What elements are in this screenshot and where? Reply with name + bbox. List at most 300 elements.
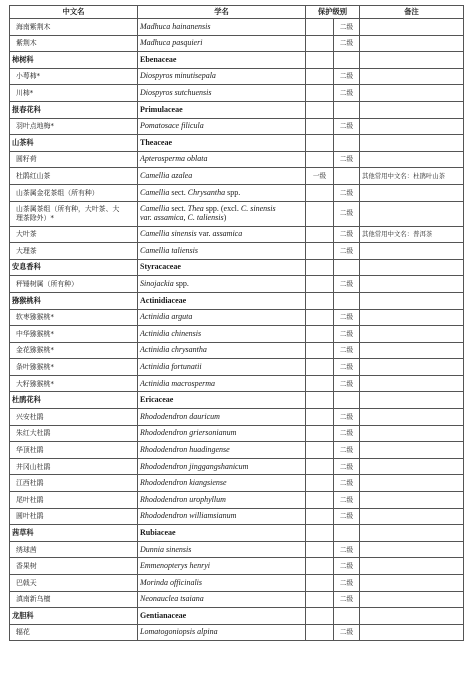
- remarks-cell: [360, 442, 464, 459]
- chinese-name: 大籽猕猴桃*: [16, 379, 54, 388]
- level-one-cell: [306, 259, 334, 276]
- species-row: [10, 226, 464, 243]
- chinese-name-cell: [10, 608, 138, 625]
- species-row: [10, 409, 464, 426]
- scientific-name-cell: [138, 326, 306, 343]
- protected-plants-table: [9, 5, 464, 641]
- remarks-cell: [360, 475, 464, 492]
- level-one-cell: 一级: [306, 168, 334, 185]
- scientific-name-cell: [138, 525, 306, 542]
- scientific-name-cell: [138, 342, 306, 359]
- chinese-name-cell: [10, 392, 138, 409]
- remarks-cell: [360, 558, 464, 575]
- level-two-cell: [334, 259, 360, 276]
- family-row: [10, 52, 464, 69]
- chinese-name: 井冈山杜鹃: [16, 462, 51, 471]
- chinese-name: 柿树科: [12, 54, 34, 64]
- chinese-name: 龙胆科: [12, 610, 34, 620]
- chinese-name-cell: [10, 442, 138, 459]
- chinese-name: 山茶属金花茶组（所有种）: [16, 188, 99, 197]
- scientific-name-part: Actinidia chinensis: [140, 328, 202, 338]
- species-row: [10, 591, 464, 608]
- chinese-name-cell: [10, 375, 138, 392]
- species-row: [10, 118, 464, 135]
- scientific-name-part: Thea: [187, 204, 204, 214]
- scientific-name-cell: [138, 35, 306, 52]
- level-one-cell: [306, 475, 334, 492]
- level-two-cell: 二级: [334, 184, 360, 201]
- scientific-name-part: Rhododendron kiangsiense: [140, 478, 227, 488]
- chinese-name: 川柿*: [16, 89, 34, 98]
- chinese-name: 滇南新乌檀: [16, 595, 51, 604]
- level-two-cell: 二级: [334, 492, 360, 509]
- chinese-name-cell: [10, 342, 138, 359]
- remarks-cell: [360, 19, 464, 36]
- chinese-name: 辐花: [16, 628, 30, 637]
- species-row: [10, 326, 464, 343]
- scientific-name-cell: [138, 359, 306, 376]
- remarks-cell: [360, 309, 464, 326]
- level-two-cell: [334, 292, 360, 309]
- remarks-cell: [360, 85, 464, 102]
- chinese-name: 秤锤树属（所有种）: [16, 280, 79, 288]
- scientific-name-cell: [138, 184, 306, 201]
- chinese-name-cell: [10, 35, 138, 52]
- scientific-name-part: Primulaceae: [140, 104, 183, 114]
- scientific-name-cell: [138, 52, 306, 69]
- species-row: [10, 342, 464, 359]
- level-two-cell: [334, 135, 360, 152]
- scientific-name-cell: [138, 276, 306, 293]
- chinese-name-cell: [10, 475, 138, 492]
- chinese-name-cell: [10, 624, 138, 641]
- family-row: [10, 292, 464, 309]
- remarks-cell: [360, 508, 464, 525]
- remarks-cell: [360, 101, 464, 118]
- family-row: [10, 101, 464, 118]
- scientific-name-part: Morinda officinalis: [140, 577, 202, 587]
- level-two-cell: 二级: [334, 19, 360, 36]
- chinese-name-cell: [10, 259, 138, 276]
- scientific-name-cell: [138, 442, 306, 459]
- remarks-cell: [360, 624, 464, 641]
- scientific-name-cell: [138, 541, 306, 558]
- level-two-cell: 二级: [334, 151, 360, 168]
- table-header-row: [10, 6, 464, 19]
- level-one-cell: [306, 276, 334, 293]
- remarks-cell: [360, 52, 464, 69]
- chinese-name-cell: [10, 226, 138, 243]
- level-one-cell: [306, 624, 334, 641]
- chinese-name: 小萼柿*: [16, 72, 41, 81]
- level-one-cell: [306, 508, 334, 525]
- chinese-name: 绣球茜: [16, 545, 37, 554]
- level-two-cell: 二级: [334, 35, 360, 52]
- level-two-cell: 二级: [334, 276, 360, 293]
- family-row: [10, 525, 464, 542]
- species-row: [10, 184, 464, 201]
- chinese-name-cell: [10, 168, 138, 185]
- scientific-name-cell: [138, 375, 306, 392]
- scientific-name-part: spp.: [225, 187, 241, 197]
- remarks-cell: [360, 359, 464, 376]
- species-row: [10, 375, 464, 392]
- chinese-name: 圆叶杜鹃: [16, 512, 44, 521]
- scientific-name-part: Actinidia fortunatii: [140, 361, 202, 371]
- level-one-cell: [306, 608, 334, 625]
- remarks-cell: [360, 425, 464, 442]
- scientific-name-part: sect.: [169, 187, 188, 197]
- scientific-name-cell: [138, 458, 306, 475]
- chinese-name-cell: [10, 292, 138, 309]
- chinese-name-cell: [10, 359, 138, 376]
- chinese-name: 江西杜鹃: [16, 479, 44, 488]
- scientific-name-part: Actinidia macrosperma: [140, 378, 216, 388]
- chinese-name-cell: [10, 309, 138, 326]
- scientific-name-cell: [138, 309, 306, 326]
- level-two-cell: 二级: [334, 326, 360, 343]
- remarks-cell: [360, 541, 464, 558]
- scientific-name-part: C. sinensis: [240, 204, 276, 214]
- chinese-name: 巴戟天: [16, 578, 37, 587]
- scientific-name-part: Camellia: [140, 187, 170, 197]
- level-two-cell: 二级: [334, 591, 360, 608]
- remarks-cell: [360, 184, 464, 201]
- level-one-cell: [306, 442, 334, 459]
- chinese-name: 杜鹃花科: [12, 395, 41, 405]
- chinese-name: 大理茶: [16, 246, 37, 255]
- remarks-cell: [360, 392, 464, 409]
- scientific-name-part: Rhododendron urophyllum: [140, 494, 226, 504]
- level-one-cell: [306, 292, 334, 309]
- level-two-cell: 二级: [334, 342, 360, 359]
- level-two-cell: 二级: [334, 243, 360, 260]
- chinese-name: 羽叶点地梅*: [16, 122, 54, 131]
- scientific-name-cell: [138, 118, 306, 135]
- species-row: [10, 85, 464, 102]
- remarks-cell: [360, 292, 464, 309]
- scientific-name-part: Rubiaceae: [140, 527, 176, 537]
- level-one-cell: [306, 375, 334, 392]
- level-one-cell: [306, 525, 334, 542]
- species-row: [10, 475, 464, 492]
- level-one-cell: [306, 309, 334, 326]
- scientific-name-part: Camellia azalea: [140, 171, 193, 181]
- scientific-name-cell: [138, 243, 306, 260]
- scientific-name-part: var. assamica, C. taliensis: [140, 212, 224, 222]
- chinese-name-cell: [10, 184, 138, 201]
- scientific-name-cell: [138, 101, 306, 118]
- species-row: [10, 35, 464, 52]
- scientific-name-cell: [138, 492, 306, 509]
- chinese-name: 软枣猕猴桃*: [16, 313, 54, 322]
- chinese-name: 金花猕猴桃*: [16, 346, 54, 355]
- remarks-cell: [360, 326, 464, 343]
- level-two-cell: 二级: [334, 85, 360, 102]
- remarks-cell: [360, 342, 464, 359]
- scientific-name-part: Camellia sinensis: [140, 229, 197, 239]
- level-one-cell: [306, 326, 334, 343]
- level-one-cell: [306, 226, 334, 243]
- remarks-cell: [360, 608, 464, 625]
- chinese-name-cell: [10, 575, 138, 592]
- chinese-name-cell: [10, 508, 138, 525]
- family-row: [10, 135, 464, 152]
- chinese-name: 香果树: [16, 562, 37, 571]
- level-one-cell: [306, 492, 334, 509]
- scientific-name-part: Madhuca pasquieri: [140, 38, 203, 48]
- scientific-name-cell: [138, 591, 306, 608]
- level-two-cell: [334, 392, 360, 409]
- chinese-name-cell: [10, 458, 138, 475]
- remarks-cell: [360, 591, 464, 608]
- chinese-name: 朱红大杜鹃: [16, 429, 51, 438]
- remarks-cell: [360, 259, 464, 276]
- scientific-name-part: Actinidiaceae: [140, 295, 187, 305]
- level-two-cell: 二级: [334, 458, 360, 475]
- chinese-name: 猕猴桃科: [12, 295, 41, 305]
- chinese-name-cell: [10, 525, 138, 542]
- scientific-name-part: Actinidia arguta: [140, 312, 193, 322]
- scientific-name-part: ): [223, 212, 227, 222]
- scientific-name-part: assamica: [212, 229, 243, 239]
- remarks-cell: [360, 68, 464, 85]
- remarks-cell: [360, 525, 464, 542]
- chinese-name: 兴安杜鹃: [16, 412, 44, 421]
- level-two-cell: 二级: [334, 475, 360, 492]
- remarks-cell: [360, 276, 464, 293]
- family-row: [10, 608, 464, 625]
- chinese-name-cell: [10, 85, 138, 102]
- scientific-name-part: Chrysantha: [187, 187, 226, 197]
- scientific-name-part: var.: [196, 229, 213, 239]
- scientific-name-cell: [138, 19, 306, 36]
- species-row: [10, 442, 464, 459]
- chinese-name: 海南紫荆木: [16, 22, 51, 31]
- species-row: [10, 68, 464, 85]
- remarks-cell: [360, 375, 464, 392]
- chinese-name-cell: [10, 492, 138, 509]
- remarks-cell: [360, 492, 464, 509]
- chinese-name-cell: [10, 52, 138, 69]
- level-one-cell: [306, 184, 334, 201]
- scientific-name-part: Rhododendron huadingense: [140, 444, 230, 454]
- species-row: [10, 359, 464, 376]
- level-two-cell: 二级: [334, 118, 360, 135]
- chinese-name: 安息香科: [12, 262, 41, 272]
- level-two-cell: 二级: [334, 425, 360, 442]
- scientific-name-part: Gentianaceae: [140, 610, 187, 620]
- chinese-name: 条叶猕猴桃*: [16, 362, 54, 371]
- chinese-name: 山茶属茶组（所有种，大叶茶、大: [16, 205, 120, 214]
- level-one-cell: [306, 201, 334, 226]
- header-protection-level: 保护级别: [306, 6, 360, 19]
- level-one-cell: [306, 85, 334, 102]
- species-row: [10, 541, 464, 558]
- scientific-name-cell: [138, 226, 306, 243]
- scientific-name-cell: [138, 292, 306, 309]
- scientific-name-part: spp. (excl.: [203, 204, 241, 214]
- chinese-name-cell: [10, 541, 138, 558]
- scientific-name-part: Ericaceae: [140, 395, 174, 405]
- species-row: [10, 425, 464, 442]
- species-row: [10, 492, 464, 509]
- header-remarks: 备注: [360, 6, 464, 19]
- level-one-cell: [306, 68, 334, 85]
- scientific-name-part: Theaceae: [140, 137, 172, 147]
- level-two-cell: 二级: [334, 624, 360, 641]
- scientific-name-part: Rhododendron jinggangshanicum: [140, 461, 249, 471]
- level-two-cell: 二级: [334, 409, 360, 426]
- species-row: [10, 168, 464, 185]
- level-two-cell: [334, 52, 360, 69]
- chinese-name: 紫荆木: [16, 39, 37, 48]
- scientific-name-cell: [138, 85, 306, 102]
- remarks-cell: [360, 135, 464, 152]
- scientific-name-part: sect.: [169, 204, 188, 214]
- level-two-cell: [334, 168, 360, 185]
- chinese-name-cell: [10, 558, 138, 575]
- level-one-cell: [306, 35, 334, 52]
- scientific-name-part: Diospyros minutisepala: [140, 71, 216, 81]
- scientific-name-cell: [138, 425, 306, 442]
- chinese-name-cell: [10, 409, 138, 426]
- level-one-cell: [306, 409, 334, 426]
- scientific-name-cell: [138, 508, 306, 525]
- level-two-cell: 二级: [334, 558, 360, 575]
- level-two-cell: 二级: [334, 541, 360, 558]
- scientific-name-cell: [138, 151, 306, 168]
- species-row: [10, 19, 464, 36]
- species-row: [10, 624, 464, 641]
- remarks-cell: [360, 458, 464, 475]
- level-one-cell: [306, 425, 334, 442]
- level-two-cell: [334, 101, 360, 118]
- chinese-name-cell: [10, 201, 138, 226]
- remarks-cell: [360, 201, 464, 226]
- level-one-cell: [306, 151, 334, 168]
- level-two-cell: 二级: [334, 226, 360, 243]
- scientific-name-part: Actinidia chrysantha: [140, 345, 207, 355]
- remarks-cell: 其他常用中文名：杜鹃叶山茶: [360, 168, 464, 185]
- header-chinese-name: 中文名: [10, 6, 138, 19]
- species-row: [10, 458, 464, 475]
- species-row: [10, 309, 464, 326]
- level-one-cell: [306, 558, 334, 575]
- species-row: [10, 243, 464, 260]
- family-row: [10, 392, 464, 409]
- scientific-name-part: spp.: [173, 279, 189, 288]
- species-row: [10, 558, 464, 575]
- level-one-cell: [306, 359, 334, 376]
- species-row: [10, 276, 464, 293]
- scientific-name-part: Madhuca hainanensis: [140, 21, 211, 31]
- chinese-name-cell: [10, 591, 138, 608]
- scientific-name-cell: [138, 168, 306, 185]
- remarks-cell: 其他常用中文名：普洱茶: [360, 226, 464, 243]
- chinese-name: 华顶杜鹃: [16, 445, 44, 454]
- species-row: [10, 201, 464, 226]
- scientific-name-part: Emmenopterys henryi: [140, 561, 210, 571]
- chinese-name-cell: [10, 19, 138, 36]
- level-one-cell: [306, 135, 334, 152]
- level-one-cell: [306, 101, 334, 118]
- level-one-cell: [306, 392, 334, 409]
- remarks-cell: [360, 243, 464, 260]
- level-one-cell: [306, 458, 334, 475]
- chinese-name: 中华猕猴桃*: [16, 329, 54, 338]
- level-two-cell: 二级: [334, 508, 360, 525]
- level-one-cell: [306, 19, 334, 36]
- chinese-name-cell: [10, 68, 138, 85]
- scientific-name-part: Pomatosace filicula: [140, 121, 204, 131]
- level-one-cell: [306, 342, 334, 359]
- chinese-name-cell: [10, 326, 138, 343]
- scientific-name-cell: [138, 68, 306, 85]
- remarks-cell: [360, 118, 464, 135]
- level-one-cell: [306, 52, 334, 69]
- level-two-cell: 二级: [334, 375, 360, 392]
- level-one-cell: [306, 591, 334, 608]
- remarks-cell: [360, 35, 464, 52]
- chinese-name: 报春花科: [12, 104, 41, 114]
- species-row: [10, 151, 464, 168]
- chinese-name: 茜草科: [12, 527, 34, 537]
- scientific-name-part: Rhododendron williamsianum: [140, 511, 237, 521]
- family-row: [10, 259, 464, 276]
- scientific-name-part: Lomatogoniopsis alpina: [140, 627, 218, 637]
- scientific-name-part: Rhododendron dauricum: [140, 411, 220, 421]
- scientific-name-part: Diospyros sutchuensis: [140, 88, 212, 98]
- chinese-name-cell: [10, 151, 138, 168]
- scientific-name-part: Camellia taliensis: [140, 245, 198, 255]
- remarks-cell: [360, 575, 464, 592]
- level-two-cell: 二级: [334, 575, 360, 592]
- scientific-name-cell: [138, 624, 306, 641]
- chinese-name: 大叶茶: [16, 230, 37, 239]
- species-row: [10, 575, 464, 592]
- scientific-name-part: Rhododendron griersonianum: [140, 428, 237, 438]
- chinese-name-cell: [10, 135, 138, 152]
- chinese-name: 山茶科: [12, 137, 34, 147]
- scientific-name-cell: [138, 392, 306, 409]
- chinese-name-cell: [10, 425, 138, 442]
- remarks-cell: [360, 409, 464, 426]
- level-one-cell: [306, 575, 334, 592]
- chinese-name: 尾叶杜鹃: [16, 495, 44, 504]
- scientific-name-part: Apterosperma oblata: [140, 154, 208, 164]
- level-one-cell: [306, 541, 334, 558]
- chinese-name-cell: [10, 243, 138, 260]
- scientific-name-part: Ebenaceae: [140, 54, 177, 64]
- scientific-name-part: Sinojackia: [140, 279, 174, 288]
- level-two-cell: 二级: [334, 201, 360, 226]
- scientific-name-cell: [138, 558, 306, 575]
- level-two-cell: 二级: [334, 359, 360, 376]
- scientific-name-cell: [138, 475, 306, 492]
- chinese-name-line2: 理茶除外）*: [16, 213, 54, 222]
- level-two-cell: [334, 525, 360, 542]
- chinese-name-cell: [10, 101, 138, 118]
- scientific-name-part: Dunnia sinensis: [140, 544, 192, 554]
- header-scientific-name: 学名: [138, 6, 306, 19]
- level-one-cell: [306, 118, 334, 135]
- chinese-name-cell: [10, 276, 138, 293]
- scientific-name-cell: [138, 201, 306, 226]
- scientific-name-cell: [138, 608, 306, 625]
- chinese-name: 圆籽荷: [16, 155, 37, 164]
- scientific-name-part: Neonauclea tsaiana: [140, 594, 204, 604]
